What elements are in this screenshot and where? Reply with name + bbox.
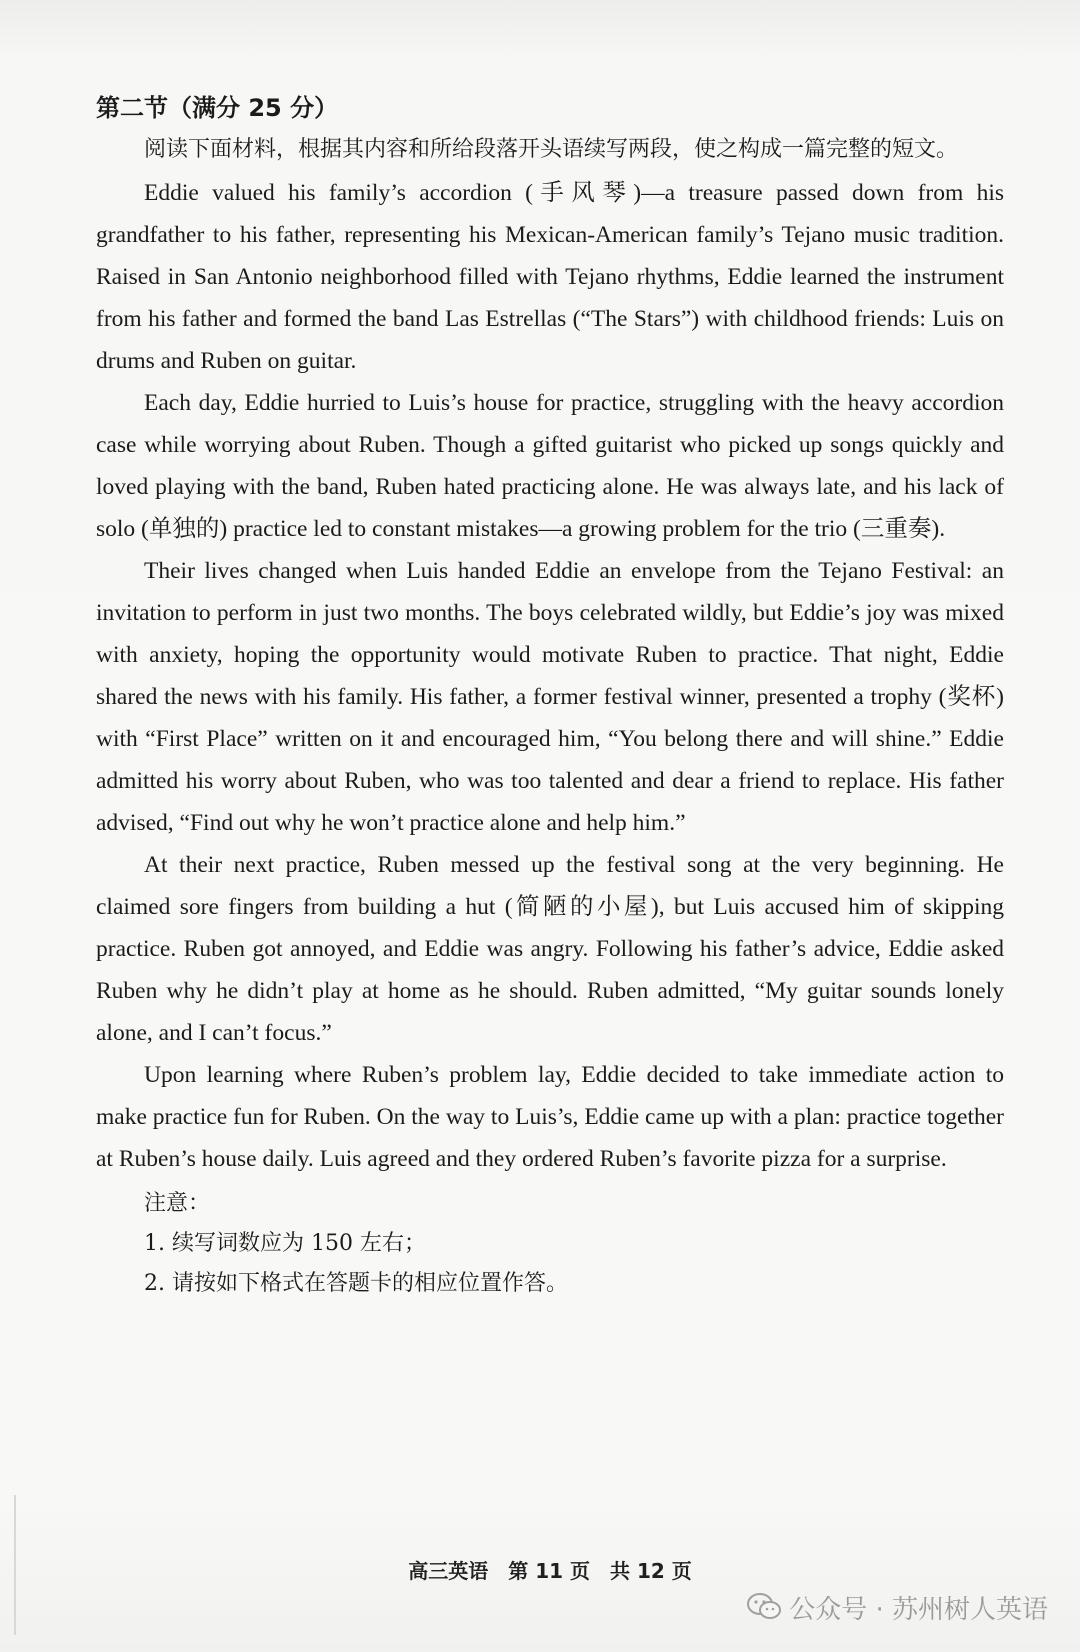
story-paragraph: Eddie valued his family’s accordion (手风琴)—a treasure passed down from his grandfather to his father, representing his Mexican-American family’s Tejano music tradition. Raised in San Antonio neighborhood filled with Tejano rhythms, Eddie learned the instrument from his father and formed the band Las Estrellas (“The Stars”) with childhood friends: Luis on drums and Ruben on guitar. (96, 180, 1004, 374)
story-paragraph: Upon learning where Ruben’s problem lay, Eddie decided to take immediate action to make practice fun for Ruben. On the way to Luis’s, Eddie came up with a plan: practice together at Ruben’s house daily. Luis agreed and they ordered Ruben’s favorite pizza for a surprise. (96, 1062, 1004, 1172)
story-paragraph: Their lives changed when Luis handed Eddie an envelope from the Tejano Festival: an invitation to perform in just two months. The boys celebrated wildly, but Eddie’s joy was mixed with anxiety, hoping the opportunity would motivate Ruben to practice. That night, Eddie shared the news with his family. His father, a former festival winner, presented a trophy (奖杯) with “First Place” written on it and encouraged him, “You belong there and will shine.” Eddie admitted his worry about Ruben, who was too talented and dear a friend to replace. His father advised, “Find out why he won’t practice alone and help him.” (96, 558, 1004, 836)
instruction: 阅读下面材料，根据其内容和所给段落开头语续写两段，使之构成一篇完整的短文。 (144, 137, 959, 162)
page-content (96, 92, 1004, 1304)
notes-label: 注意： (144, 1191, 211, 1216)
page-footer: 高三英语 第 11 页 共 12 页 (408, 1559, 692, 1583)
story-paragraph: At their next practice, Ruben messed up the festival song at the very beginning. He claimed sore fingers from building a hut (简陋的小屋), but Luis accused him of skipping practice. Ruben got annoyed, and Eddie was angry. Following his father’s advice, Eddie asked Ruben why he didn’t play at home as he should. Ruben admitted, “My guitar sounds lonely alone, and I can’t focus.” (96, 852, 1004, 1046)
notes-item: 2. 请按如下格式在答题卡的相应位置作答。 (144, 1271, 568, 1296)
notes-item: 1. 续写词数应为 150 左右； (144, 1231, 426, 1256)
watermark (747, 1585, 1048, 1629)
story-paragraph: Each day, Eddie hurried to Luis’s house for practice, struggling with the heavy accordion case while worrying about Ruben. Though a gifted guitarist who picked up songs quickly and loved playing with the band, Ruben hated practicing alone. He was always late, and his lack of solo (单独的) practice led to constant mistakes—a growing problem for the trio (三重奏). (96, 390, 1004, 542)
notes (96, 1184, 1004, 1304)
section-title: 第二节（满分 25 分） (96, 94, 339, 122)
watermark-text: 公众号 · 苏州树人英语 (789, 1594, 1048, 1625)
wechat-icon (747, 1592, 781, 1622)
